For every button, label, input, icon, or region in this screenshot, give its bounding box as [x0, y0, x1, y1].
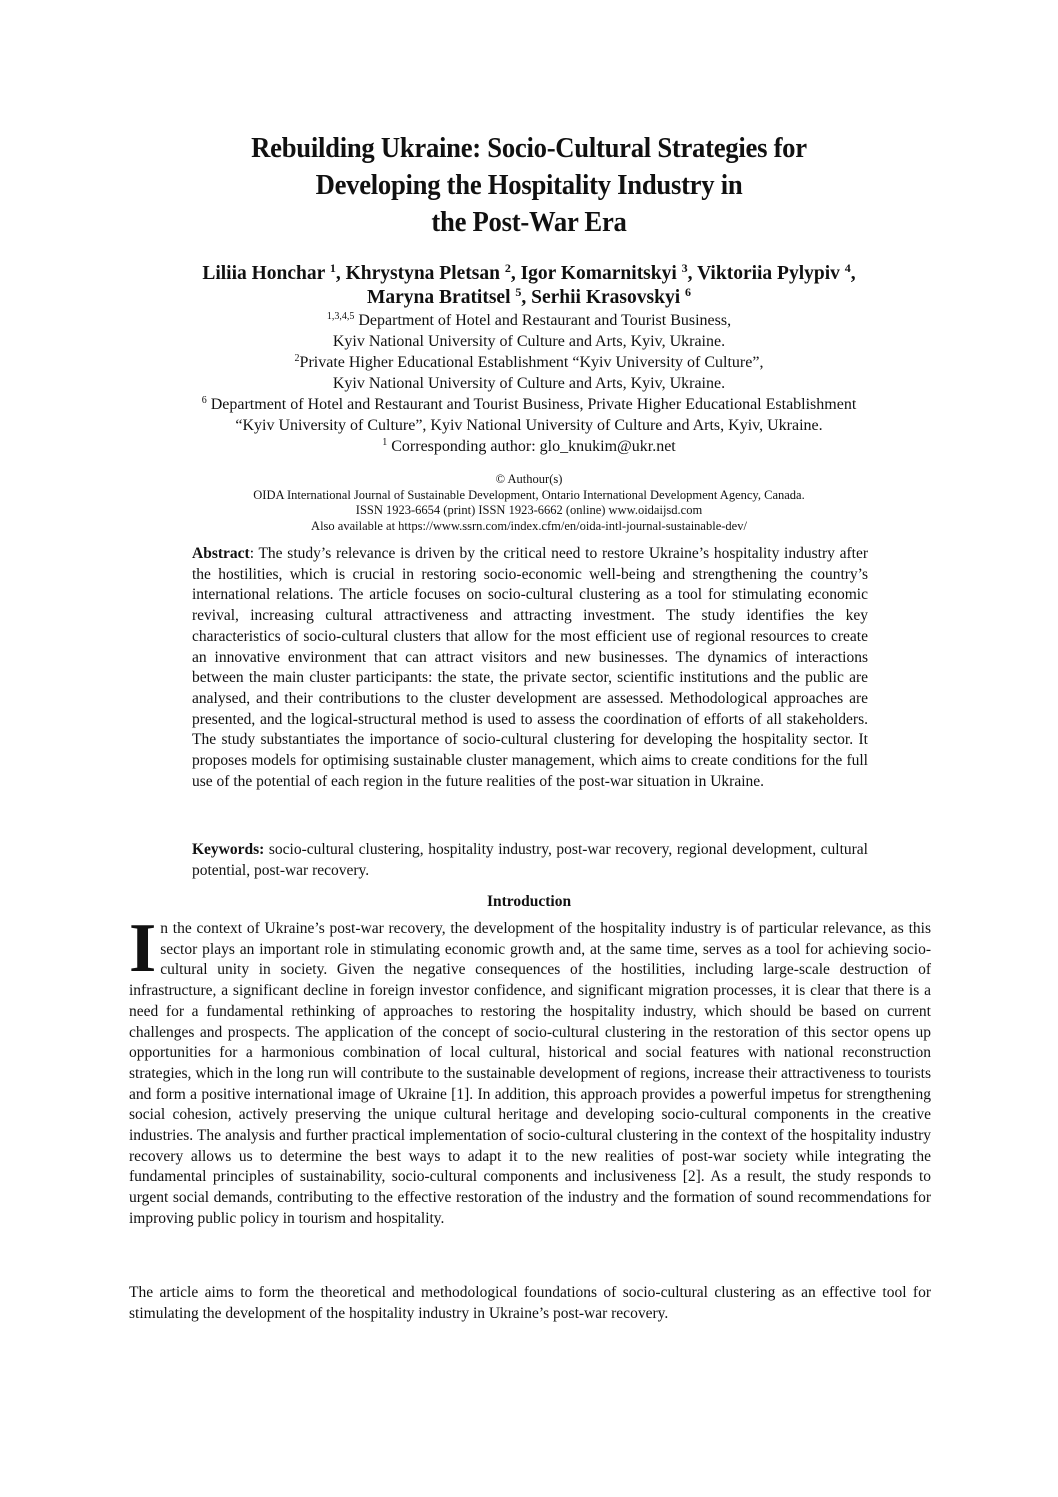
issn-line: ISSN 1923-6654 (print) ISSN 1923-6662 (online) www.oidaijsd.com — [355, 503, 703, 517]
affiliation-mark: 6 — [201, 395, 207, 406]
affiliation-text: “Kyiv University of Culture”, Kyiv National University of Culture and Arts, Kyiv, Ukraine. — [235, 417, 823, 434]
author-affiliation-mark: 3 — [681, 261, 688, 275]
affiliations — [100, 310, 958, 457]
aim-paragraph: The article aims to form the theoretical and methodological foundations of socio-cultural clustering as an effective tool for stimulating the development of the hospitality industry in Ukraine’s post-war recovery. — [129, 1284, 931, 1322]
author-affiliation-mark: 6 — [685, 285, 691, 299]
affiliation-text: Private Higher Educational Establishment “Kyiv University of Culture”, — [299, 354, 764, 371]
author-separator: , — [850, 263, 856, 284]
corresponding-author — [100, 436, 958, 457]
author-line — [100, 262, 958, 286]
author-affiliation-mark: 4 — [844, 261, 851, 275]
author-affiliation-mark: 5 — [515, 285, 522, 299]
affiliation-mark: 1,3,4,5 — [326, 311, 355, 322]
availability-link[interactable]: Also available at https://www.ssrn.com/index.cfm/en/oida-intl-journal-sustainable-dev/ — [311, 518, 747, 533]
author-name: Viktoriia Pylypiv — [697, 263, 840, 284]
affiliation-text: Kyiv National University of Culture and Arts, Kyiv, Ukraine. — [332, 333, 726, 350]
abstract — [192, 544, 868, 792]
affiliation-line — [100, 310, 958, 331]
affiliation-mark: 1 — [382, 437, 388, 448]
abstract-text: : The study’s relevance is driven by the critical need to restore Ukraine’s hospitality industry after the hostilities, which is crucial in restoring socio-economic well-being and strengthening the country’s international relations. The article focuses on socio-cultural clustering as a tool for stimulating economic revival, increasing cultural attractiveness and attracting investment. The study identifies the key characteristics of socio-cultural clusters that allow for the most efficient use of regional resources to create an innovative environment that can attract visitors and new businesses. The dynamics of interactions between the main cluster participants: the state, the private sector, scientific institutions and the public are analysed, and their contributions to the cluster development are assessed. Methodological approaches are presented, and the logical-structural method is used to assess the coordination of efforts of all stakeholders. The study substantiates the importance of socio-cultural clustering for developing the hospitality sector. It proposes models for optimising sustainable cluster management, which aims to create conditions for the full use of the potential of each region in the future realities of the post-war situation in Ukraine. — [192, 545, 868, 790]
affiliation-mark: 2 — [294, 353, 300, 364]
title-line: Rebuilding Ukraine: Socio-Cultural Strategies for — [251, 132, 807, 164]
introduction-text: n the context of Ukraine’s post-war recovery, the development of the hospitality industry is of particular relevance, as this sector plays an important role in stimulating economic growth and, at the same time, serves as a tool for achieving socio-cultural unity in society. Given the negative consequences of the hostilities, including large-scale destruction of infrastructure, a significant decline in foreign investor confidence, and significant migration processes, it is clear that there is a need for a fundamental rethinking of approaches to restoring the hospitality industry, which should be based on current challenges and prospects. The application of the concept of socio-cultural clustering in the restoration of this sector opens up opportunities for a harmonious combination of local cultural, historical and social features with national reconstruction strategies, which in the long run will contribute to the sustainable development of regions, increase their attractiveness to tourists and form a positive international image of Ukraine [1]. In addition, this approach provides a powerful impetus for strengthening social cohesion, actively preserving the unique cultural heritage and developing socio-cultural components in the creative industries. The analysis and further practical implementation of socio-cultural clustering in the context of the hospitality industry recovery allows us to determine the best ways to adapt it to the new realities of post-war society while integrating the fundamental principles of sustainability, socio-cultural components and inclusiveness [2]. As a result, the study responds to urgent social demands, contributing to the effective restoration of the industry and the formation of sound recommendations for improving public policy in tourism and hospitality. — [129, 920, 931, 1227]
corresponding-author-text: Corresponding author: glo_knukim@ukr.net — [387, 438, 676, 455]
keywords — [192, 840, 868, 881]
author-separator: , — [510, 263, 521, 284]
affiliation-text: Department of Hotel and Restaurant and Tourist Business, Private Higher Educational Establishment — [206, 396, 857, 413]
abstract-label: Abstract — [192, 545, 250, 562]
author-name: Serhii Krasovskyi — [531, 287, 681, 308]
author-separator: , — [521, 287, 532, 308]
publication-info — [150, 472, 908, 534]
affiliation-line — [100, 373, 958, 394]
copyright-notice: © Authour(s) — [495, 472, 563, 486]
affiliation-line — [100, 394, 958, 415]
author-name: Igor Komarnitskyi — [520, 263, 677, 284]
keywords-label: Keywords: — [192, 841, 265, 858]
title-line: the Post-War Era — [431, 206, 627, 238]
author-affiliation-mark: 1 — [329, 261, 336, 275]
paper-title — [153, 130, 906, 241]
drop-cap: I — [129, 910, 157, 987]
author-affiliation-mark: 2 — [504, 261, 511, 275]
affiliation-text: Kyiv National University of Culture and Arts, Kyiv, Ukraine. — [332, 375, 726, 392]
author-name: Maryna Bratitsel — [367, 287, 511, 308]
affiliation-text: Department of Hotel and Restaurant and Tourist Business, — [354, 312, 732, 329]
introduction-paragraph — [129, 910, 931, 1230]
author-name: Khrystyna Pletsan — [345, 263, 500, 284]
keywords-text: socio-cultural clustering, hospitality industry, post-war recovery, regional development, cultural potential, post-war recovery. — [192, 841, 868, 879]
affiliation-line — [100, 352, 958, 373]
affiliation-line — [100, 415, 958, 436]
journal-name: OIDA International Journal of Sustainable Development, Ontario International Development Agency, Canada. — [253, 487, 805, 502]
author-line — [100, 286, 958, 310]
introduction-heading: Introduction — [486, 893, 572, 910]
affiliation-line — [100, 331, 958, 352]
author-name: Liliia Honchar — [202, 263, 325, 284]
author-separator: , — [335, 263, 346, 284]
author-list — [100, 262, 958, 310]
author-separator: , — [687, 263, 698, 284]
title-line: Developing the Hospitality Industry in — [315, 169, 743, 201]
